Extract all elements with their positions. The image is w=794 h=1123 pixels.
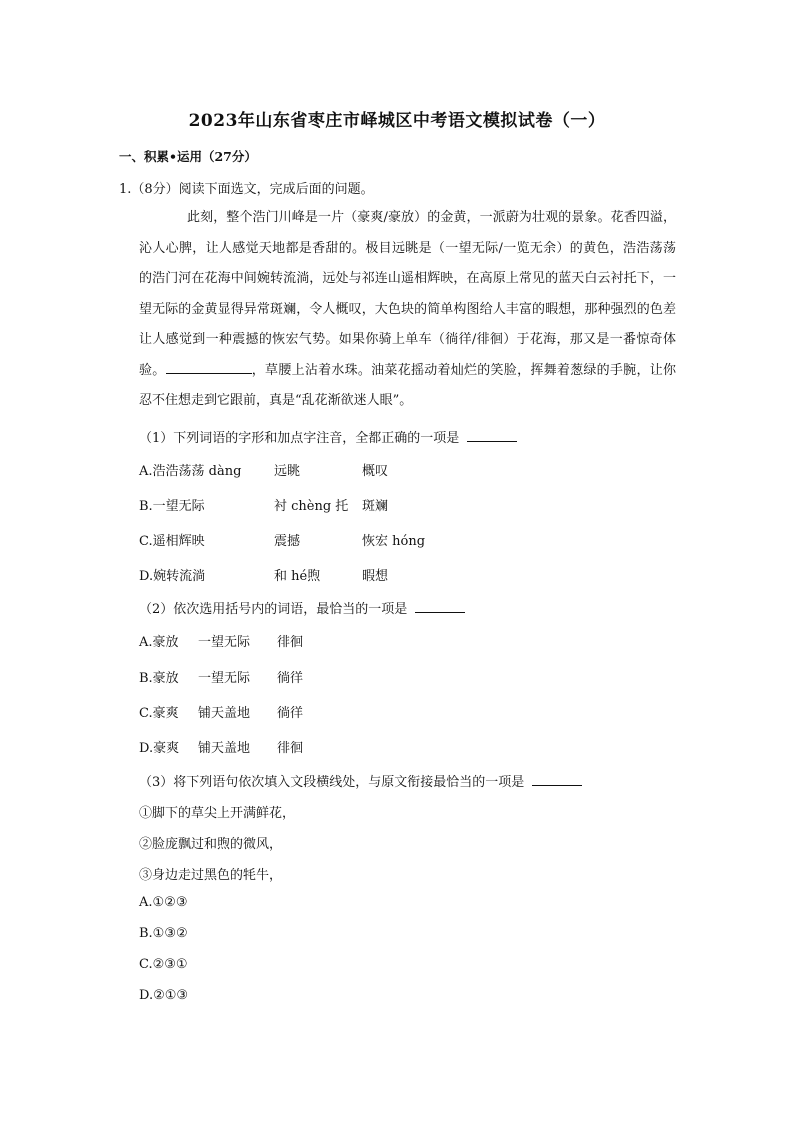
option-2a-word1: A.豪放: [139, 635, 179, 650]
option-1c-word2: 震撼: [274, 534, 301, 549]
option-1a-word2: 远眺: [274, 464, 301, 479]
sub-question-1-prompt: （1）下列词语的字形和加点字注音，全都正确的一项是: [139, 431, 460, 446]
page-title: 2023年山东省枣庄市峄城区中考语文模拟试卷（一）: [188, 111, 606, 131]
option-1b-word3: 斑斓: [362, 499, 389, 514]
sub-question-1: [139, 427, 517, 446]
option-1b-word1: B.一望无际: [139, 499, 205, 514]
option-2d-word2: 铺天盖地: [198, 741, 251, 756]
option-2b-word2: 一望无际: [198, 671, 251, 686]
option-3c: C.②③①: [139, 957, 188, 972]
option-3b: B.①③②: [139, 926, 188, 941]
option-1d-word1: D.婉转流淌: [139, 569, 206, 584]
sentence-2: ②脸庞飘过和煦的微风，: [139, 837, 283, 852]
option-1b-word2: 衬 chèng 托: [274, 499, 349, 514]
section-heading: 一、积累•运用（27分）: [119, 149, 257, 164]
option-2b-word3: 徜徉: [277, 671, 304, 686]
option-1a-word1: A.浩浩荡荡 dàng: [139, 464, 242, 479]
option-1d-word3: 暇想: [362, 569, 389, 584]
option-2c-word1: C.豪爽: [139, 706, 179, 721]
option-1d-word2: 和 hé煦: [274, 569, 321, 584]
option-2c-word2: 铺天盖地: [198, 706, 251, 721]
option-1c-word1: C.遥相辉映: [139, 534, 205, 549]
answer-blank-3: [532, 773, 582, 786]
option-1c-word3: 恢宏 hóng: [362, 534, 426, 549]
sentence-1: ①脚下的草尖上开满鲜花，: [139, 806, 296, 821]
sub-question-3: [139, 771, 582, 790]
option-1a-word3: 概叹: [362, 464, 389, 479]
sentence-3: ③身边走过黑色的牦牛，: [139, 868, 283, 883]
option-2d-word3: 徘徊: [277, 741, 304, 756]
passage-text-2: ，草腰上沾着水珠。油菜花摇动着灿烂的笑脸，挥舞着葱绿的手腕，让你忍不住想走到它跟前，真是“乱花渐欲迷人眼”。: [139, 362, 676, 408]
question-stem: 1.（8分）阅读下面选文，完成后面的问题。: [119, 182, 374, 197]
option-3a: A.①②③: [139, 895, 188, 910]
option-2a-word2: 一望无际: [198, 635, 251, 650]
option-2c-word3: 徜徉: [277, 706, 304, 721]
sub-question-2-prompt: （2）依次选用括号内的词语，最恰当的一项是: [139, 602, 408, 617]
reading-passage: [139, 203, 676, 417]
option-2d-word1: D.豪爽: [139, 741, 180, 756]
option-2a-word3: 徘徊: [277, 635, 304, 650]
sub-question-3-prompt: （3）将下列语句依次填入文段横线处，与原文衔接最恰当的一项是: [139, 775, 525, 790]
answer-blank-2: [415, 600, 465, 613]
option-3d: D.②①③: [139, 988, 189, 1003]
passage-blank: [166, 361, 252, 374]
sub-question-2: [139, 598, 465, 617]
answer-blank-1: [467, 429, 517, 442]
passage-text-1: 此刻，整个浩门川峰是一片（豪爽/豪放）的金黄，一派蔚为壮观的景象。花香四溢，沁人心脾，让人感觉天地都是香甜的。极目远眺是（一望无际/一览无余）的黄色，浩浩荡荡的浩门河在花海中间婉转流淌，远处与祁连山遥相辉映，在高原上常见的蓝天白云衬托下，一望无际的金黄显得异常斑斓，令人概叹，大色块的简单构图给人丰富的暇想，那种强烈的色差让人感觉到一种震撼的恢宏气势。如果你骑上单车（徜徉/徘徊）于花海，那又是一番惊奇体验。: [139, 210, 676, 378]
option-2b-word1: B.豪放: [139, 671, 179, 686]
